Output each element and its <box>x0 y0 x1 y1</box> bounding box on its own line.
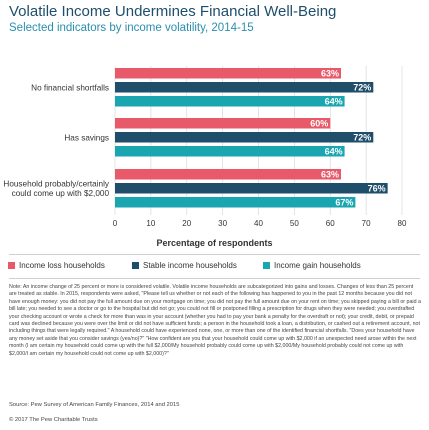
legend-label-income-loss: Income loss households <box>19 261 105 270</box>
legend-item-stable-income <box>132 261 237 270</box>
x-tick-label-4: 40 <box>254 219 263 228</box>
x-tick-label-8: 80 <box>397 219 407 228</box>
bar-value-label-2-0: 63% <box>320 169 340 180</box>
chart-note: Note: An income change of 25 percent or more is considered volatile. Volatile income households are subcategorized into gains and losses. Changes of less than 25 percent are treated as stable. In 2015, respondents were asked, "Please tell us whether or not each of the following has happened to you in the past 12 months because you did not have enough money: you did not pay the full amount due on your mortgage on time; you did not pay the full amount due on your rent on time; you skipped paying a bill or paid a bill late; you needed to see a doctor or go to the hospital but did not go; you could not fill or postponed filling a prescription for drugs when they were needed; you overdrafted your checking account or wrote a check for more than was in your account (whether you had to pay your bank a penalty for the overdraft or not); your credit, debit, or prepaid card was declined because you were over the limit or did not have sufficient funds; a person in the household took a loan, a distribution, or cashed out a retirement account, not including things that were legally required." A household could have experienced none, one, or more than one of the identified financial shortfalls. "Does your household have any money set aside that you consider savings (yes/no)?" "How confident are you that your household could come up with $2,000 if an unexpected need arose within the next month (I am certain my household could come up with the full $2,000/My household probably could come up with $2,000/My household probably could not come up with $2,000/I am certain my household could not come up with $2,000)?" <box>9 284 421 357</box>
legend-bottom-divider <box>9 278 420 279</box>
bar-value-label-2-2: 67% <box>335 197 354 208</box>
bar-value-label-0-2: 64% <box>324 96 343 107</box>
legend-item-income-loss <box>8 261 105 270</box>
legend-label-income-gain: Income gain households <box>274 261 361 270</box>
x-tick-label-3: 30 <box>218 219 228 228</box>
x-tick-label-7: 70 <box>361 219 371 228</box>
bar-value-label-2-1: 76% <box>367 183 386 194</box>
chart-subtitle: Selected indicators by income volatility, 2014-15 <box>9 22 254 34</box>
bar-0-1 <box>115 82 373 93</box>
bar-value-label-1-0: 60% <box>310 118 329 129</box>
legend-item-income-gain <box>263 261 361 270</box>
x-tick-label-5: 50 <box>289 219 299 228</box>
x-tick-label-6: 60 <box>325 219 335 228</box>
category-label-2: Household probably/certainly could come up with $2,000 <box>3 179 109 198</box>
bar-chart <box>0 38 429 238</box>
bar-value-label-1-1: 72% <box>353 132 372 143</box>
category-label-1: Has savings <box>64 133 109 143</box>
bar-1-1 <box>115 132 373 143</box>
legend-swatch-income-loss <box>8 262 15 269</box>
bar-1-0 <box>115 118 330 129</box>
x-axis-label: Percentage of respondents <box>156 238 273 248</box>
category-label-0: No financial shortfalls <box>31 83 109 93</box>
bar-2-2 <box>115 197 355 208</box>
x-tick-label-1: 10 <box>146 219 156 228</box>
legend-swatch-stable-income <box>132 262 139 269</box>
bar-2-1 <box>115 183 388 194</box>
bar-value-label-0-0: 63% <box>320 68 340 79</box>
chart-title: Volatile Income Undermines Financial Well-Being <box>9 3 337 20</box>
chart-source: Source: Pew Survey of American Family Finances, 2014 and 2015 <box>9 402 180 408</box>
legend-label-stable-income: Stable income households <box>143 261 237 270</box>
bar-value-label-1-2: 64% <box>324 146 343 157</box>
bar-1-2 <box>115 146 345 157</box>
chart-copyright: © 2017 The Pew Charitable Trusts <box>9 417 98 423</box>
x-tick-label-2: 20 <box>182 219 192 228</box>
legend-swatch-income-gain <box>263 262 270 269</box>
bar-value-label-0-1: 72% <box>353 82 372 93</box>
bar-0-0 <box>115 68 341 79</box>
bar-0-2 <box>115 96 345 107</box>
bar-2-0 <box>115 169 341 180</box>
legend-top-divider <box>9 254 420 255</box>
x-tick-label-0: 0 <box>112 219 118 228</box>
